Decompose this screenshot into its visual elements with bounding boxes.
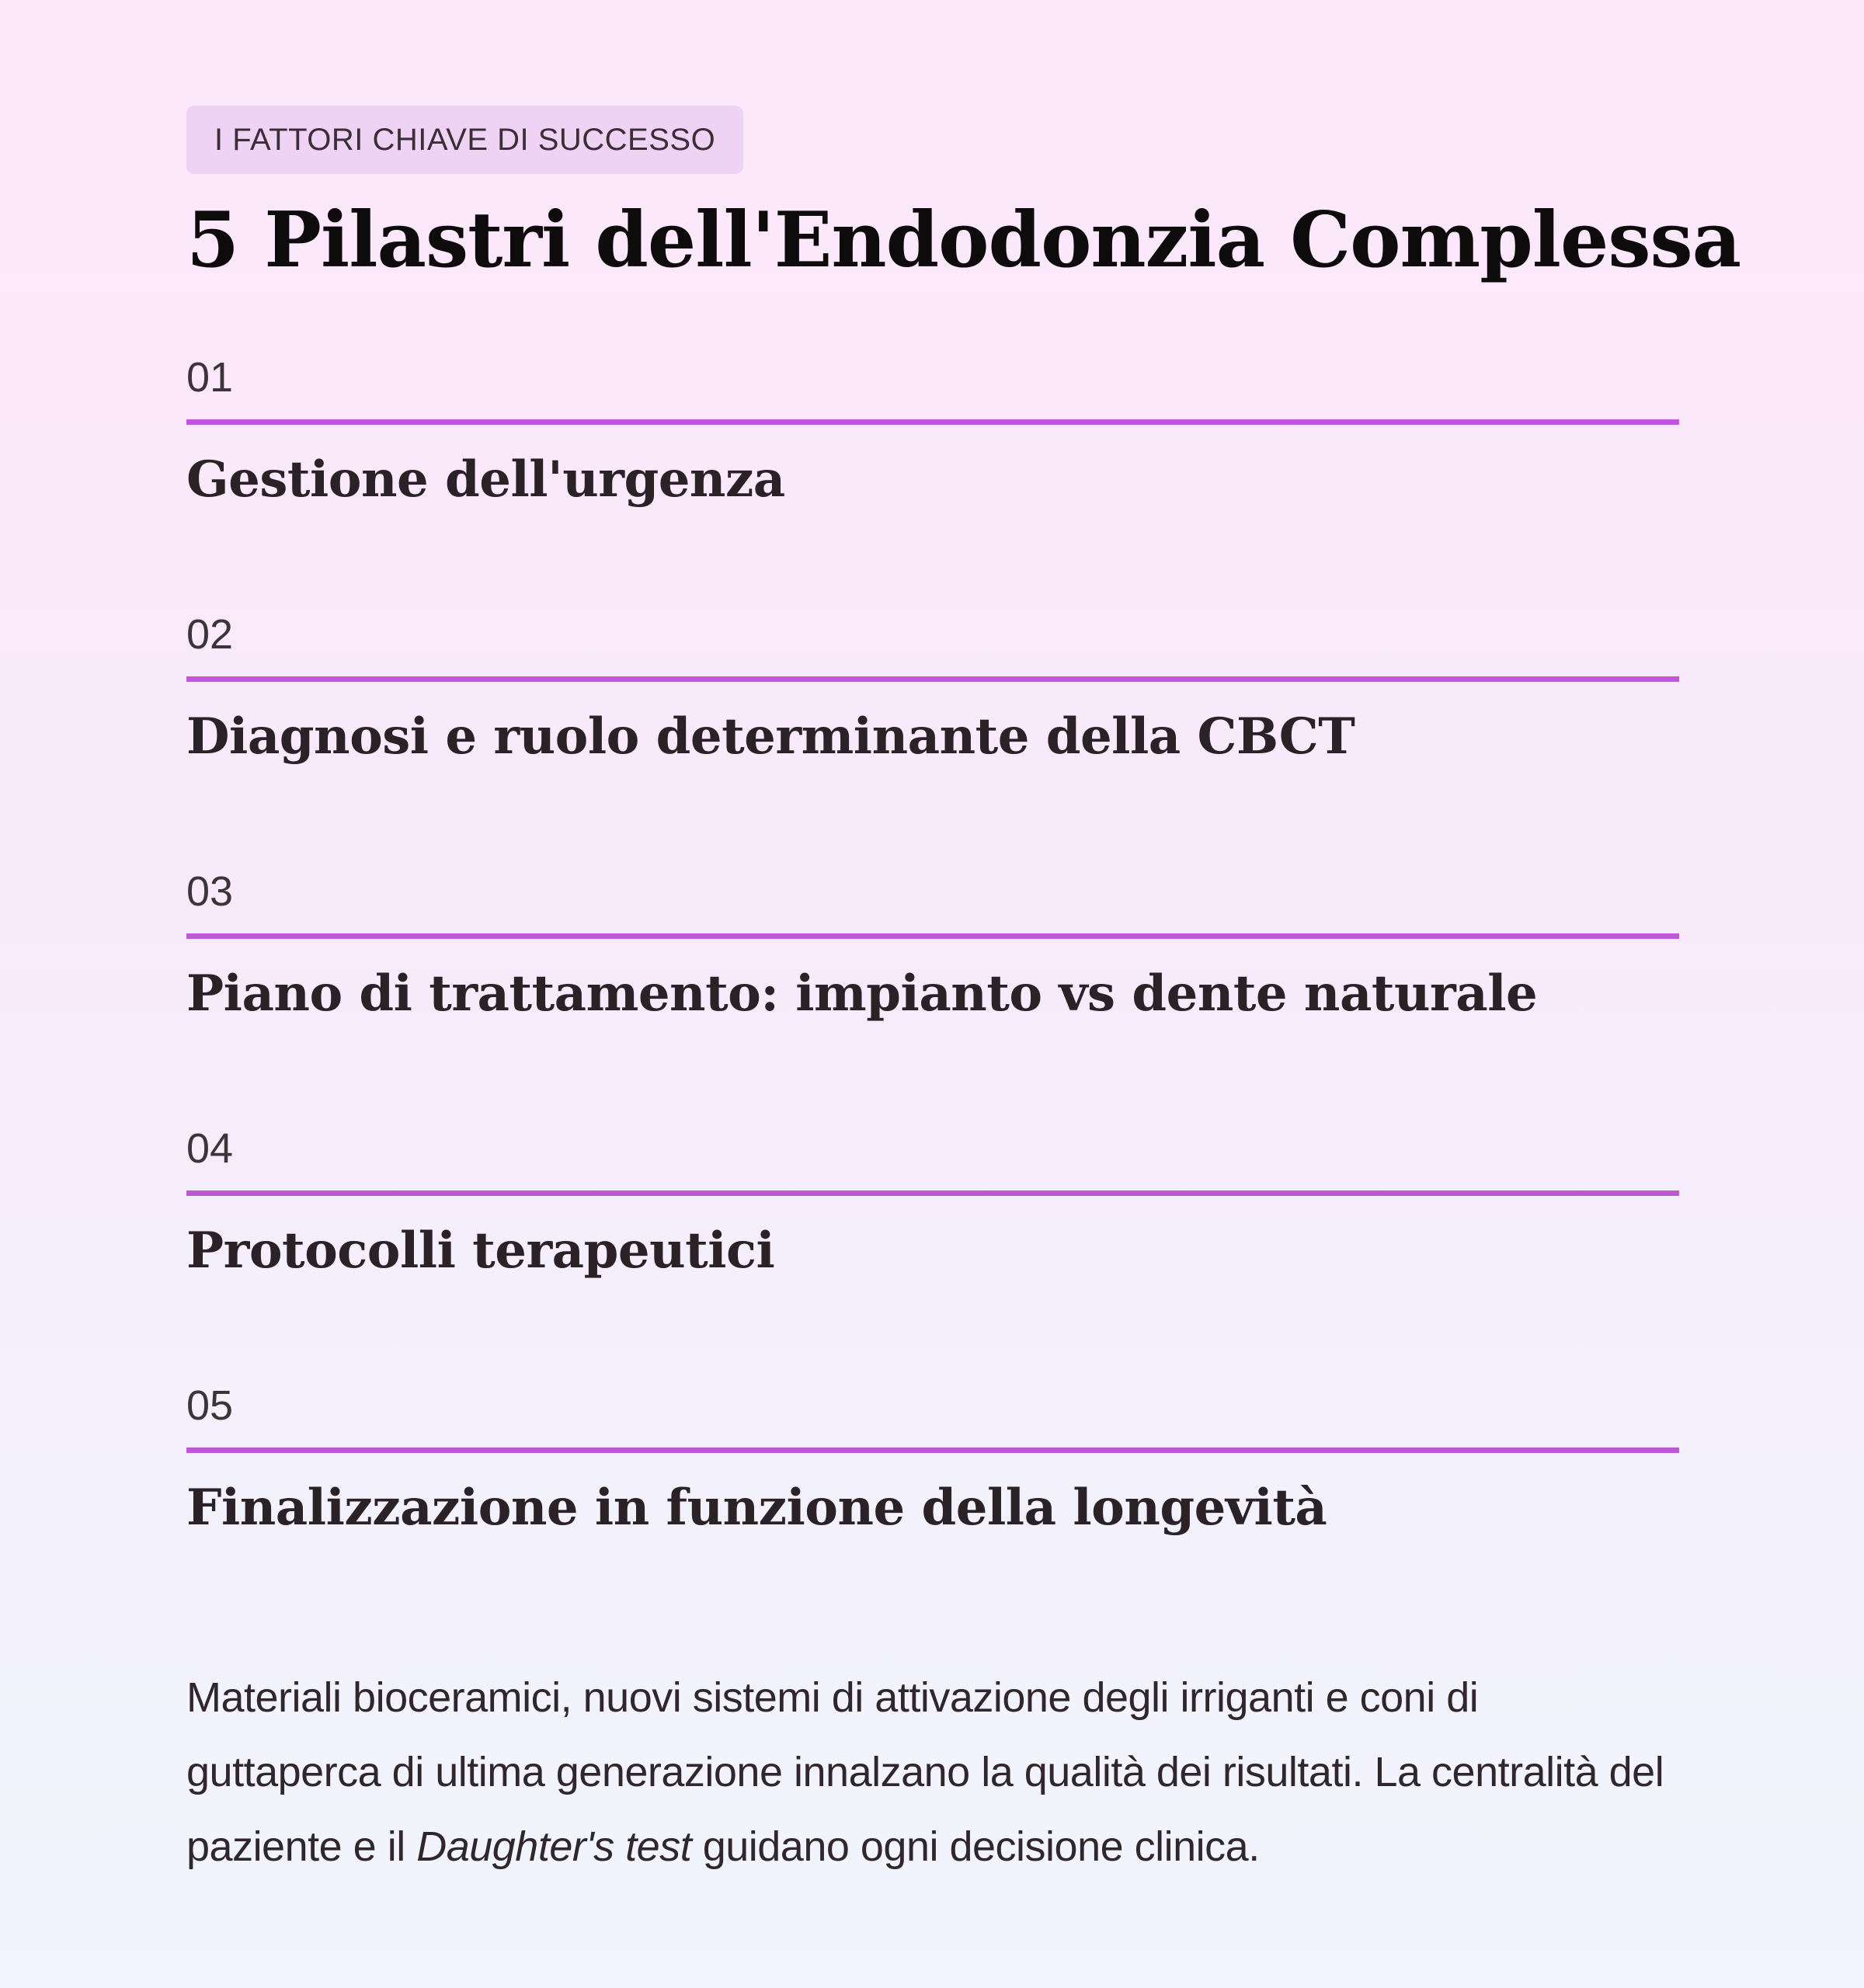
pillar-title: Gestione dell'urgenza [186, 450, 785, 509]
pillar-title: Piano di trattamento: impianto vs dente naturale [186, 964, 1538, 1023]
section-badge: I FATTORI CHIAVE DI SUCCESSO [186, 106, 743, 174]
pillar-number: 03 [186, 868, 234, 915]
pillar-title: Diagnosi e ruolo determinante della CBCT [186, 707, 1355, 766]
summary-text-after: guidano ogni decisione clinica. [691, 1823, 1260, 1870]
pillar-item [186, 611, 1679, 868]
pillar-number: 02 [186, 611, 234, 658]
pillar-item [186, 1382, 1679, 1639]
pillar-number: 05 [186, 1382, 234, 1429]
pillar-number: 01 [186, 354, 234, 401]
pillar-divider [186, 419, 1679, 425]
page-title: 5 Pilastri dell'Endodonzia Complessa [186, 196, 1741, 285]
pillar-divider [186, 1448, 1679, 1453]
pillar-divider [186, 933, 1679, 939]
pillar-number: 04 [186, 1125, 234, 1172]
pillar-divider [186, 1190, 1679, 1196]
summary-text-before: Materiali bioceramici, nuovi sistemi di attivazione degli irriganti e coni di guttaperca di ultima generazione innalzano la qualità dei risultati. La centralità del paziente e il [186, 1674, 1664, 1870]
summary-emphasis: Daughter's test [416, 1823, 692, 1870]
pillar-title: Finalizzazione in funzione della longevità [186, 1479, 1327, 1537]
pillar-item [186, 1125, 1679, 1382]
summary-paragraph [186, 1660, 1679, 1884]
pillar-item [186, 354, 1679, 611]
pillar-title: Protocolli terapeutici [186, 1222, 775, 1280]
content-area [186, 106, 1741, 1639]
pillar-divider [186, 676, 1679, 682]
pillars-list [186, 354, 1679, 1639]
pillar-item [186, 868, 1679, 1125]
